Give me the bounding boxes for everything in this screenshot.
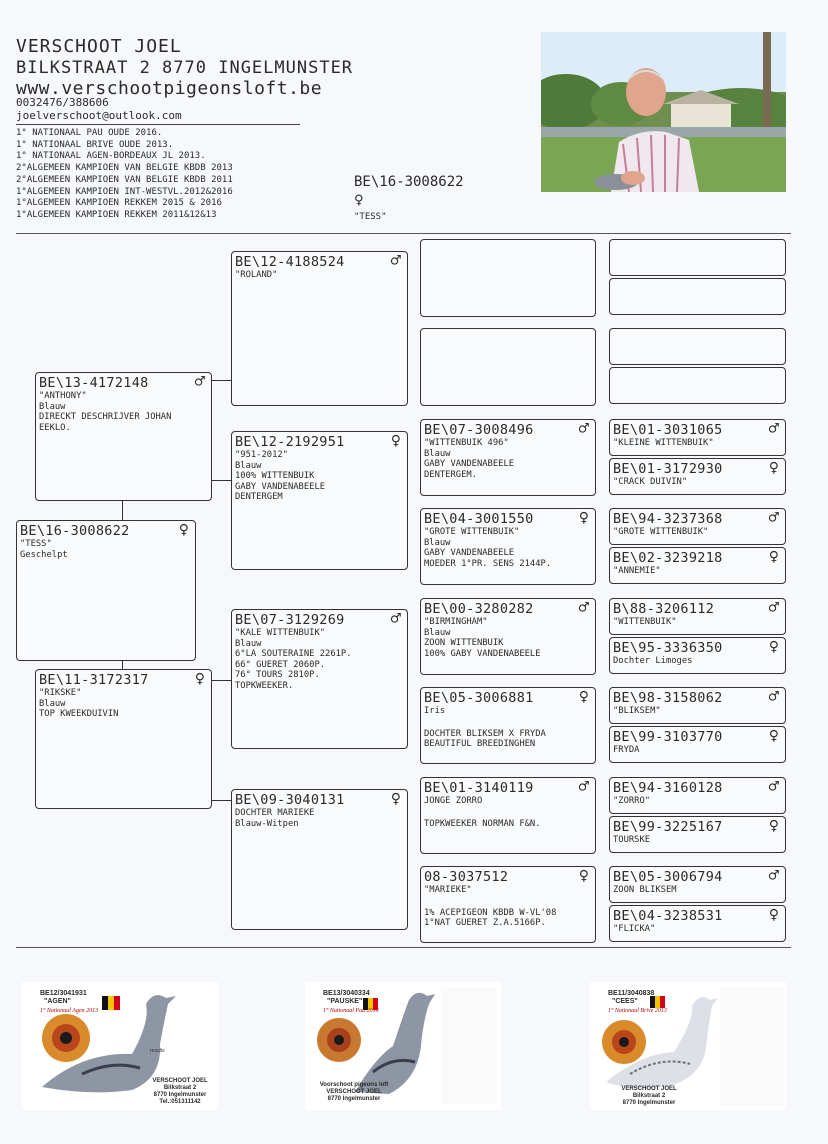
pigeon-name: "BLIKSEM" (613, 706, 661, 716)
ring-number: BE\12-2192951 (235, 434, 345, 450)
card-ring: BE11/3040838 (608, 990, 655, 997)
detail-line: DENTERGEM. (424, 469, 477, 480)
ring-number: BE\11-3172317 (39, 672, 149, 688)
ring-number: BE\99-3225167 (613, 819, 723, 835)
pigeon-name: "951-2012" (235, 450, 288, 460)
pedigree-card-empty[interactable] (609, 278, 786, 315)
pedigree-card-sire-sire[interactable] (231, 251, 408, 406)
email-link[interactable]: joelverschoot@outlook.com (16, 109, 182, 122)
pedigree-card-empty[interactable] (609, 239, 786, 276)
ring-number: BE\07-3008496 (424, 422, 534, 438)
female-symbol-icon: ♀ (178, 520, 189, 540)
detail-line: GABY VANDENABEELE (424, 548, 515, 559)
ring-number: BE\01-3140119 (424, 780, 534, 796)
header-divider (16, 233, 791, 234)
pedigree-card-gen4[interactable] (420, 866, 596, 943)
card-owner-line: Voorschoot pigeons loft (319, 1082, 389, 1088)
pigeon-name: TOURSKE (613, 835, 651, 845)
male-symbol-icon: ♂ (194, 372, 205, 392)
card-pigeon-name: "AGEN" (44, 998, 71, 1005)
detail-line: Blauw (39, 401, 66, 412)
ring-number: BE\07-3129269 (235, 612, 345, 628)
detail-line: DIRECKT DESCHRIJVER JOHAN (39, 412, 172, 423)
ring-number: BE\01-3172930 (613, 461, 723, 477)
male-symbol-icon: ♂ (390, 251, 401, 271)
ring-number: BE\94-3160128 (613, 780, 723, 796)
detail-line: Blauw-Witpen (235, 818, 299, 829)
pedigree-card-dam[interactable] (35, 669, 212, 809)
male-symbol-icon: ♂ (578, 777, 589, 797)
male-symbol-icon: ♂ (768, 598, 779, 618)
ring-number: BE\94-3237368 (613, 511, 723, 527)
pigeon-name: "FLICKA" (613, 924, 656, 934)
achievement-item: 2°ALGEMEEN KAMPIOEN VAN BELGIE KBDB 2013 (16, 163, 233, 174)
owner-address: BILKSTRAAT 2 8770 INGELMUNSTER (16, 58, 354, 78)
website-link[interactable]: www.verschootpigeonsloft.be (16, 78, 323, 99)
achievements-list (16, 128, 233, 222)
detail-line: ZOON WITTENBUIK (424, 638, 504, 649)
owner-name: VERSCHOOT JOEL (16, 36, 182, 57)
card-ring: BE13/3040334 (323, 990, 370, 997)
male-symbol-icon: ♂ (768, 687, 779, 707)
ring-number: BE\00-3280282 (424, 601, 534, 617)
ring-number: BE\16-3008622 (20, 523, 130, 539)
card-owner-line: Bilkstraat 2 (632, 1093, 666, 1099)
pedigree-connector (212, 680, 231, 681)
pedigree-card-gen5[interactable] (609, 905, 786, 942)
male-symbol-icon: ♂ (768, 508, 779, 528)
detail-line: DENTERGEM (235, 492, 283, 503)
female-symbol-icon: ♀ (768, 458, 779, 478)
achievement-item: 1°ALGEMEEN KAMPIOEN REKKEM 2015 & 2016 (16, 198, 222, 209)
card-owner (604, 1086, 694, 1107)
pedigree-card-subject[interactable] (16, 520, 196, 661)
pigeon-name: "ANNEMIE" (613, 566, 661, 576)
female-symbol-icon: ♀ (768, 547, 779, 567)
detail-line: 6°LA SOUTERAINE 2261P. (235, 649, 352, 660)
ring-number: BE\01-3031065 (613, 422, 723, 438)
card-owner (142, 1078, 218, 1106)
pedigree-card-gen5[interactable] (609, 419, 786, 456)
pigeon-name: ZOON BLIKSEM (613, 885, 677, 895)
detail-line: Blauw (424, 537, 451, 548)
ring-number: BE\04-3238531 (613, 908, 723, 924)
pigeon-name: Iris (424, 706, 446, 716)
card-owner (309, 1082, 399, 1103)
pedigree-card-gen5[interactable] (609, 687, 786, 724)
ring-number: 08-3037512 (424, 869, 509, 885)
card-pigeon-name: "CEES" (612, 998, 638, 1005)
detail-line: DOCHTER BLIKSEM X FRYDA (424, 728, 546, 739)
detail-line: TOPKWEEKER. (235, 680, 294, 691)
ring-number: BE\05-3006794 (613, 869, 723, 885)
card-title: 1° Nationaal Agen 2013 (40, 1008, 99, 1014)
footer-divider (16, 947, 791, 948)
female-symbol-icon: ♀ (768, 637, 779, 657)
ring-number: BE\98-3158062 (613, 690, 723, 706)
detail-line: 1% ACEPIGEON KBDB W-VL'08 (424, 907, 557, 918)
ring-number: BE\99-3103770 (613, 729, 723, 745)
male-symbol-icon: ♂ (390, 609, 401, 629)
subject-name: "TESS" (354, 212, 387, 222)
pedigree-card-dam-dam[interactable] (231, 789, 408, 930)
owner-photo (541, 32, 786, 192)
detail-line: GABY VANDENABEELE (424, 459, 515, 470)
achievement-item: 1°ALGEMEEN KAMPIOEN REKKEM 2011&12&13 (16, 209, 217, 220)
ring-number: BE\05-3006881 (424, 690, 534, 706)
pigeon-name: "MARIEKE" (424, 885, 472, 895)
card-owner-line: Tel.:051311142 (159, 1099, 201, 1105)
pigeon-name: JONGE ZORRO (424, 796, 483, 806)
pedigree-card-empty[interactable] (420, 239, 596, 317)
card-owner-line: 8770 Ingelmunster (327, 1096, 381, 1102)
pedigree-card-gen5[interactable] (609, 508, 786, 545)
header-underline (16, 124, 300, 125)
ring-number: BE\12-4188524 (235, 254, 345, 270)
detail-line: MOEDER 1°PR. SENS 2144P. (424, 558, 552, 569)
detail-line: Geschelpt (20, 549, 68, 560)
pedigree-card-gen5[interactable] (609, 777, 786, 814)
pedigree-card-gen4[interactable] (420, 419, 596, 496)
pigeon-name: "TESS" (20, 539, 52, 549)
detail-line: EEKLO. (39, 422, 71, 433)
pigeon-photo-card[interactable] (305, 982, 501, 1110)
female-symbol-icon: ♀ (578, 866, 589, 886)
detail-line: 76° TOURS 2810P. (235, 670, 320, 681)
pigeon-name: Dochter Limoges (613, 656, 693, 666)
detail-line: Blauw (235, 460, 262, 471)
detail-line: Blauw (424, 627, 451, 638)
pedigree-card-gen4[interactable] (420, 687, 596, 764)
pigeon-name: "KLEINE WITTENBUIK" (613, 438, 714, 448)
pigeon-name: "RIKSKE" (39, 688, 82, 698)
detail-line: 66° GUERET 2060P. (235, 659, 326, 670)
svg-text:results: results (150, 1048, 165, 1054)
detail-line: Blauw (235, 638, 262, 649)
achievement-item: 1° NATIONAAL PAU OUDE 2016. (16, 128, 163, 138)
pigeon-name: "GROTE WITTENBUIK" (613, 527, 709, 537)
ring-number: BE\04-3001550 (424, 511, 534, 527)
card-owner-line: Bilkstraat 2 (163, 1085, 197, 1091)
pedigree-card-gen4[interactable] (420, 508, 596, 585)
pigeon-name: "CRACK DUIVIN" (613, 477, 688, 487)
pigeon-name: FRYDA (613, 745, 640, 755)
ring-number: BE\09-3040131 (235, 792, 345, 808)
owner-photo-image (541, 32, 786, 192)
card-owner-line: VERSCHOOT JOEL (152, 1078, 208, 1084)
pigeon-name: DOCHTER MARIEKE (235, 808, 315, 818)
pedigree-card-gen5[interactable] (609, 866, 786, 903)
female-symbol-icon: ♀ (578, 508, 589, 528)
detail-line: 100% GABY VANDENABEELE (424, 648, 541, 659)
card-title: 1° Nationaal Brive 2013 (608, 1008, 667, 1014)
male-symbol-icon: ♂ (578, 598, 589, 618)
pedigree-connector (212, 380, 231, 381)
achievement-item: 2°ALGEMEEN KAMPIOEN VAN BELGIE KBDB 2011 (16, 174, 233, 185)
pedigree-card-empty[interactable] (609, 328, 786, 365)
achievement-item: 1° NATIONAAL BRIVE OUDE 2013. (16, 139, 174, 150)
phone-number: 0032476/388606 (16, 96, 109, 109)
pedigree-card-empty[interactable] (609, 367, 786, 404)
subject-ring-number: BE\16-3008622 (354, 174, 464, 190)
pedigree-card-empty[interactable] (420, 328, 596, 406)
pedigree-card-sire[interactable] (35, 372, 212, 501)
detail-line: GABY VANDENABEELE (235, 481, 326, 492)
female-symbol-icon: ♀ (768, 816, 779, 836)
pigeon-photo-card[interactable] (590, 982, 786, 1110)
detail-line: TOP KWEEKDUIVIN (39, 709, 119, 720)
pedigree-card-gen4[interactable] (420, 777, 596, 854)
pedigree-card-gen5[interactable] (609, 816, 786, 853)
achievement-item: 1° NATIONAAL AGEN-BORDEAUX JL 2013. (16, 151, 206, 162)
male-symbol-icon: ♂ (578, 419, 589, 439)
pigeon-name: "ZORRO" (613, 796, 651, 806)
card-owner-line: VERSCHOOT JOEL (326, 1089, 382, 1095)
card-owner-line: 8770 Ingelmunster (622, 1100, 676, 1106)
detail-line: 100% WITTENBUIK (235, 471, 315, 482)
female-symbol-icon: ♀ (768, 905, 779, 925)
ring-number: BE\13-4172148 (39, 375, 149, 391)
pedigree-card-gen5[interactable] (609, 726, 786, 763)
pedigree-card-sire-dam[interactable] (231, 431, 408, 570)
pigeon-name: "WITTENBUIK" (613, 617, 677, 627)
detail-line: BEAUTIFUL BREEDINGHEN (424, 739, 536, 750)
pedigree-connector (122, 661, 123, 669)
pigeon-name: "KALE WITTENBUIK" (235, 628, 326, 638)
detail-line: Blauw (424, 448, 451, 459)
male-symbol-icon: ♂ (768, 866, 779, 886)
card-owner-line: VERSCHOOT JOEL (621, 1086, 677, 1092)
pedigree-card-gen5[interactable] (609, 598, 786, 635)
female-symbol-icon: ♀ (194, 669, 205, 689)
pedigree-connector (212, 480, 231, 481)
pedigree-connector (122, 501, 123, 520)
male-symbol-icon: ♂ (768, 777, 779, 797)
pigeon-name: "BIRMINGHAM" (424, 617, 488, 627)
pedigree-card-gen4[interactable] (420, 598, 596, 675)
female-symbol-icon: ♀ (578, 687, 589, 707)
card-title: 1° Nationaal Pau 2016 (323, 1008, 379, 1014)
female-symbol-icon: ♀ (390, 431, 401, 451)
pedigree-connector (212, 800, 231, 801)
ring-number: B\88-3206112 (613, 601, 715, 617)
female-symbol-icon: ♀ (390, 789, 401, 809)
detail-line: TOPKWEEKER NORMAN F&N. (424, 818, 541, 829)
pigeon-name: "ROLAND" (235, 270, 278, 280)
card-owner-line: 8770 Ingelmunster (153, 1092, 207, 1098)
pedigree-card-gen5[interactable] (609, 637, 786, 674)
pedigree-card-gen5[interactable] (609, 547, 786, 584)
female-symbol-icon: ♀ (354, 190, 364, 209)
card-pigeon-name: "PAUSKE" (327, 998, 363, 1005)
pigeon-name: "ANTHONY" (39, 391, 87, 401)
ring-number: BE\95-3336350 (613, 640, 723, 656)
pigeon-name: "WITTENBUIK 496" (424, 438, 509, 448)
pigeon-photo-card[interactable] (22, 982, 218, 1110)
pigeon-name: "GROTE WITTENBUIK" (424, 527, 520, 537)
achievement-item: 1°ALGEMEEN KAMPIOEN INT-WESTVL.2012&2016 (16, 186, 233, 197)
detail-line: Blauw (39, 698, 66, 709)
pedigree-card-dam-sire[interactable] (231, 609, 408, 749)
card-ring: BE12/3041931 (40, 990, 87, 997)
ring-number: BE\02-3239218 (613, 550, 723, 566)
male-symbol-icon: ♂ (768, 419, 779, 439)
detail-line: 1°NAT GUERET Z.A.5166P. (424, 918, 546, 929)
pedigree-card-gen5[interactable] (609, 458, 786, 495)
female-symbol-icon: ♀ (768, 726, 779, 746)
